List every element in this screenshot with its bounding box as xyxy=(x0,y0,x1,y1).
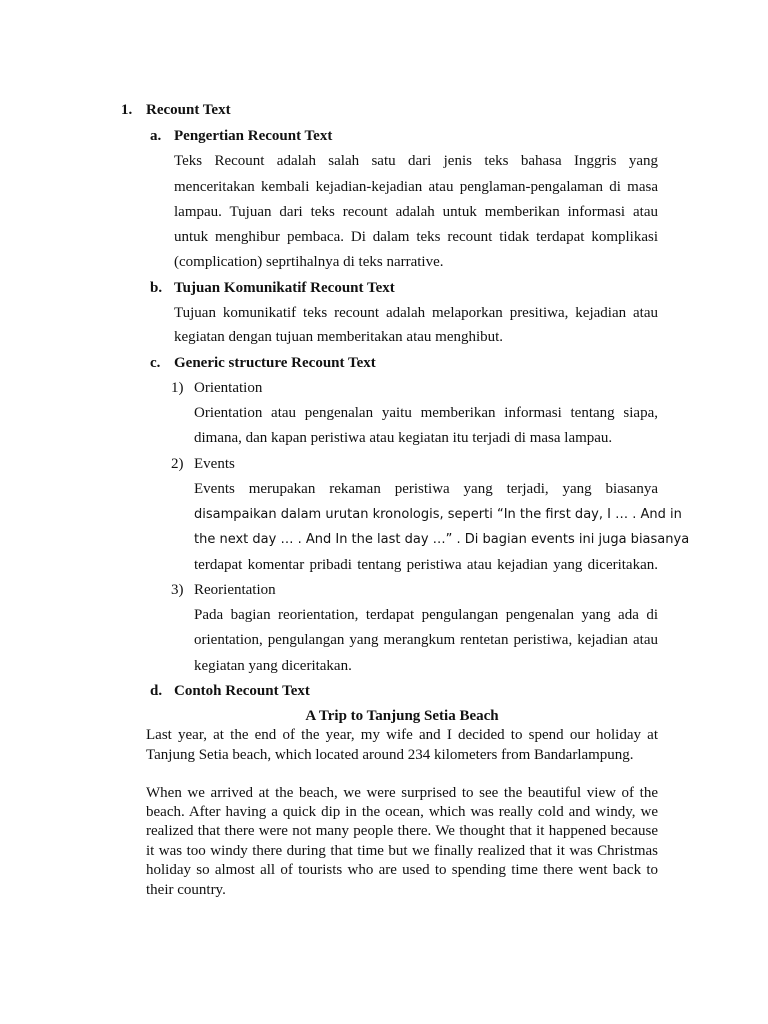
section-a-line: lampau. Tujuan dari teks recount adalah untuk memberikan informasi atau xyxy=(174,204,658,220)
subitem-title: Events xyxy=(194,456,235,472)
section-a-line: untuk menghibur pembaca. Di dalam teks recount tidak terdapat komplikasi xyxy=(174,229,658,245)
section-b-title: Tujuan Komunikatif Recount Text xyxy=(174,280,395,296)
section-c-letter: c. xyxy=(150,355,161,371)
section-c-title: Generic structure Recount Text xyxy=(174,355,376,371)
subitem-line: the next day … . And In the last day …” . Di bagian events ini juga biasanya xyxy=(194,532,690,547)
subitem-line: dimana, dan kapan peristiwa atau kegiatan itu terjadi di masa lampau. xyxy=(194,430,613,446)
section-b-letter: b. xyxy=(150,280,163,296)
story-paragraph-2-line: their country. xyxy=(146,882,226,898)
section-a-line: menceritakan kembali kejadian-kejadian atau penglaman-pengalaman di masa xyxy=(174,179,658,195)
section-a-line: Teks Recount adalah salah satu dari jenis teks bahasa Inggris yang xyxy=(174,153,658,169)
subitem-line: Pada bagian reorientation, terdapat pengulangan pengenalan yang ada di xyxy=(194,607,658,623)
subitem-number: 1) xyxy=(171,380,184,396)
subitem-line: Orientation atau pengenalan yaitu memberikan informasi tentang siapa, xyxy=(194,405,658,421)
heading-title: Recount Text xyxy=(146,102,231,118)
subitem-number: 3) xyxy=(171,582,184,598)
story-paragraph-2-line: holiday so almost all of tourists who are used to spending time there went back to xyxy=(146,862,658,878)
subitem-line: kegiatan yang diceritakan. xyxy=(194,658,352,674)
subitem-line: orientation, pengulangan yang merangkum rentetan peristiwa, kejadian atau xyxy=(194,632,658,648)
story-paragraph-2-line: When we arrived at the beach, we were surprised to see the beautiful view of the xyxy=(146,785,658,801)
section-b-line: kegiatan dengan tujuan memberitakan atau menghibut. xyxy=(174,329,504,345)
section-a-title: Pengertian Recount Text xyxy=(174,128,333,144)
story-paragraph-1-line: Last year, at the end of the year, my wife and I decided to spend our holiday at xyxy=(146,727,658,743)
story-paragraph-2-line: beach. After having a quick dip in the ocean, which was really cold and windy, we xyxy=(146,804,658,820)
section-d-title: Contoh Recount Text xyxy=(174,683,310,699)
section-a-line: (complication) seprtihalnya di teks narrative. xyxy=(174,254,444,270)
subitem-line: Events merupakan rekaman peristiwa yang terjadi, yang biasanya xyxy=(194,481,658,497)
section-d-letter: d. xyxy=(150,683,163,699)
subitem-number: 2) xyxy=(171,456,184,472)
section-b-line: Tujuan komunikatif teks recount adalah melaporkan presitiwa, kejadian atau xyxy=(174,305,658,321)
story-paragraph-1-line: Tanjung Setia beach, which located around 234 kilometers from Bandarlampung. xyxy=(146,747,634,763)
story-title: A Trip to Tanjung Setia Beach xyxy=(305,708,499,724)
section-a-letter: a. xyxy=(150,128,162,144)
subitem-line: terdapat komentar pribadi tentang peristiwa atau kejadian yang diceritakan. xyxy=(194,557,658,573)
story-paragraph-2-line: it was too windy there during that time but we finally realized that it was Christmas xyxy=(146,843,658,859)
heading-number: 1. xyxy=(121,102,133,118)
subitem-line: disampaikan dalam urutan kronologis, seperti “In the first day, I … . And in xyxy=(194,507,682,522)
subitem-title: Reorientation xyxy=(194,582,276,598)
subitem-title: Orientation xyxy=(194,380,263,396)
story-paragraph-2-line: realized that there were not many people there. We thought that it happened because xyxy=(146,823,658,839)
